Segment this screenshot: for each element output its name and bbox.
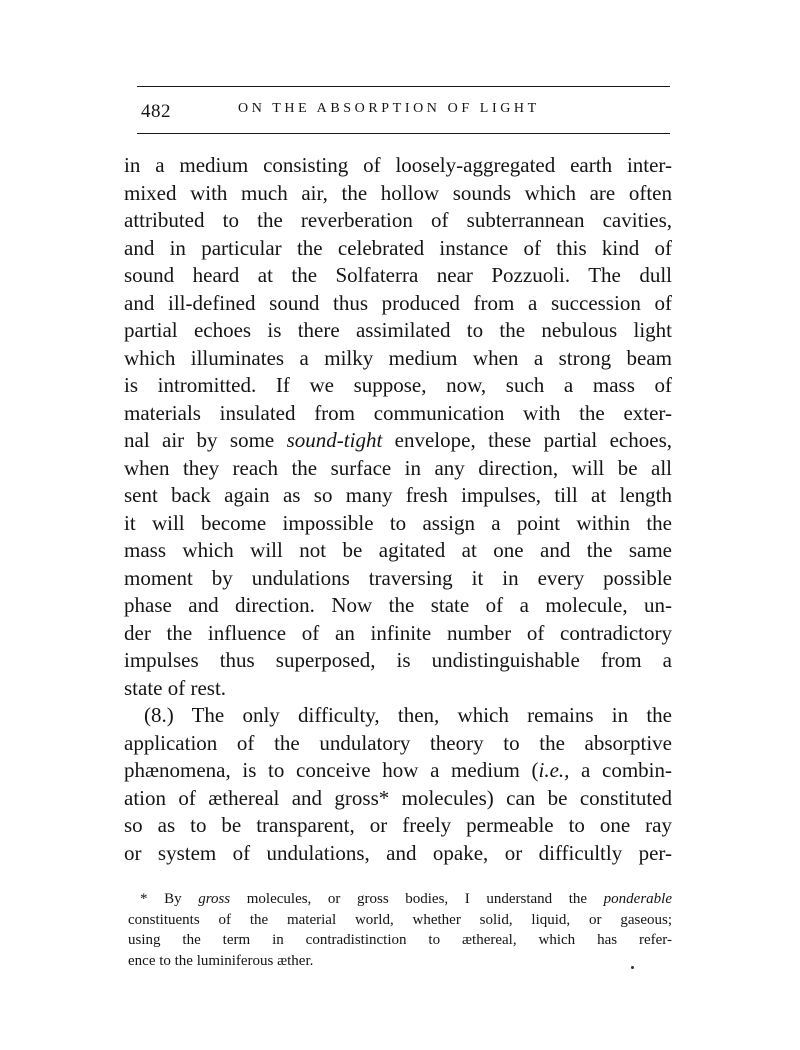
footnote-line-with-italic <box>128 889 672 910</box>
body-line: attributed to the reverberation of subterrannean cavities, <box>124 208 672 232</box>
body-line: state of rest. <box>124 675 227 700</box>
footnote-line: constituents of the material world, whether solid, liquid, or gaseous; <box>128 911 672 928</box>
body-line: and ill-defined sound thus produced from a succession of <box>124 290 672 315</box>
italic-emphasis: gross <box>198 891 231 907</box>
body-line-with-italic <box>124 427 672 455</box>
body-line: (8.) The only difficulty, then, which remains in the <box>144 703 672 727</box>
body-line-with-italic <box>124 757 672 785</box>
body-text-segment: envelope, these partial echoes, <box>382 428 672 452</box>
footnote-text-segment: molecules, or gross bodies, I understand the <box>230 891 604 907</box>
footnote <box>128 889 672 971</box>
body-line: impulses thus superposed, is undistinguishable from a <box>124 648 672 672</box>
body-line: or system of undulations, and opake, or difficultly per- <box>124 840 672 865</box>
body-line: application of the undulatory theory to the absorptive <box>124 730 672 755</box>
body-line: so as to be transparent, or freely permeable to one ray <box>124 813 672 837</box>
page-number: 482 <box>141 101 171 122</box>
body-text-segment: a combin- <box>569 758 672 782</box>
running-head-title: ON THE ABSORPTION OF LIGHT <box>238 101 540 116</box>
italic-emphasis: ponderable <box>603 891 672 907</box>
body-line: it will become impossible to assign a point within the <box>124 510 672 535</box>
footnote-text-segment: * By <box>140 891 199 907</box>
body-line: ation of æthereal and gross* molecules) can be constituted <box>124 785 672 810</box>
body-text <box>124 152 672 867</box>
body-line: phase and direction. Now the state of a molecule, un- <box>124 593 672 617</box>
body-line: sound heard at the Solfaterra near Pozzuoli. The dull <box>124 263 672 287</box>
body-text-segment: phænomena, is to conceive how a medium ( <box>124 758 539 782</box>
body-line: which illuminates a milky medium when a strong beam <box>124 345 672 370</box>
body-text-segment: nal air by some <box>124 428 287 452</box>
ink-speck <box>631 966 634 969</box>
body-line: partial echoes is there assimilated to the nebulous light <box>124 318 672 342</box>
body-line: when they reach the surface in any direction, will be all <box>124 455 672 480</box>
body-line: mass which will not be agitated at one and the same <box>124 538 672 562</box>
body-line: is intromitted. If we suppose, now, such a mass of <box>124 373 672 397</box>
footnote-line: using the term in contradistinction to æthereal, which has refer- <box>128 932 672 948</box>
body-line: sent back again as so many fresh impulses, till at length <box>124 483 672 507</box>
header-bottom-rule <box>137 133 670 134</box>
body-line: and in particular the celebrated instance of this kind of <box>124 235 672 260</box>
header-top-rule <box>137 86 670 87</box>
body-line: mixed with much air, the hollow sounds which are often <box>124 180 672 205</box>
body-line: moment by undulations traversing it in every possible <box>124 565 672 590</box>
italic-emphasis: i.e., <box>538 758 570 782</box>
body-line: in a medium consisting of loosely-aggregated earth inter- <box>124 153 672 177</box>
body-line: der the influence of an infinite number of contradictory <box>124 620 672 645</box>
footnote-line: ence to the luminiferous æther. <box>128 952 314 969</box>
italic-emphasis: sound-tight <box>286 428 383 452</box>
body-line: materials insulated from communication with the exter- <box>124 400 672 425</box>
